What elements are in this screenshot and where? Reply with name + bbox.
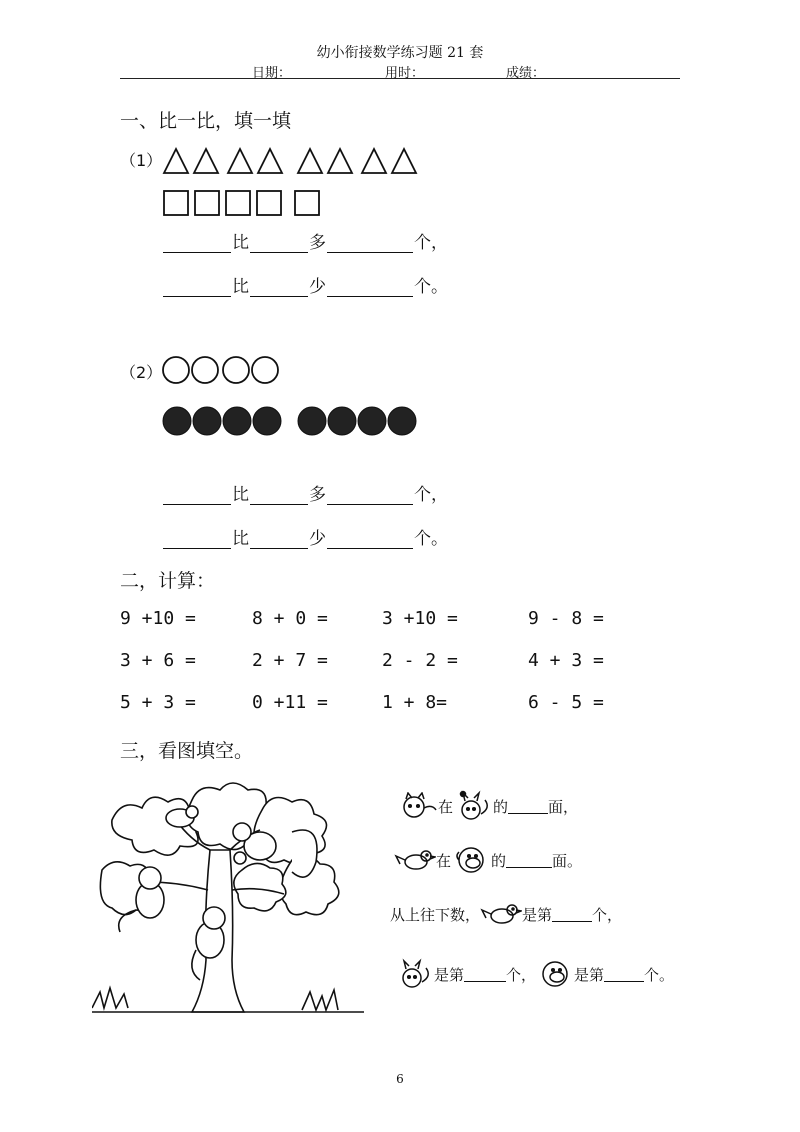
square-row <box>162 188 327 218</box>
section3-title: 三，看图填空。 <box>120 740 254 762</box>
filled-circle <box>388 407 416 435</box>
calc-problem: 9 +10 = <box>120 608 196 629</box>
compare-more-line-1 <box>163 228 449 253</box>
q3-line-2 <box>394 845 582 875</box>
part2-label: （2） <box>120 363 163 382</box>
q3-prompt: 从上往下数， <box>390 905 481 924</box>
answer-blank[interactable] <box>327 234 413 253</box>
squirrel-tail <box>292 830 317 877</box>
calc-problem: 5 + 3 = <box>120 692 196 713</box>
word-zai: 在 <box>436 851 452 870</box>
filled-circle-row <box>160 404 420 438</box>
answer-blank[interactable] <box>163 234 231 253</box>
q3-line-4 <box>394 958 674 990</box>
page-header-title: 幼小衔接数学练习题 21 套 <box>316 45 484 61</box>
squirrel-head <box>233 823 251 841</box>
word-shi-di: 是第 <box>522 905 553 924</box>
answer-blank[interactable] <box>552 907 592 922</box>
leaf-cluster <box>112 797 202 855</box>
calc-problem: 8 + 0 = <box>252 608 328 629</box>
triangle-shape <box>164 149 188 173</box>
section2-title: 二，计算： <box>120 570 216 592</box>
filled-circle <box>163 407 191 435</box>
score-label: 成绩： <box>506 66 546 81</box>
word-bi: 比 <box>232 485 249 505</box>
q3-line-1 <box>394 790 578 822</box>
word-shao: 少 <box>309 277 326 297</box>
word-ge: 个， <box>414 233 448 253</box>
answer-blank[interactable] <box>163 530 231 549</box>
triangle-shape <box>392 149 416 173</box>
answer-blank[interactable] <box>250 486 308 505</box>
word-ge: 个， <box>506 965 537 984</box>
filled-circle <box>328 407 356 435</box>
calc-problem: 9 - 8 = <box>528 608 604 629</box>
answer-blank[interactable] <box>250 530 308 549</box>
squirrel-icon <box>453 790 493 822</box>
word-duo: 多 <box>309 233 326 253</box>
filled-circle <box>193 407 221 435</box>
bird-icon <box>480 900 522 928</box>
word-de: 的 <box>493 797 509 816</box>
section1-title: 一、比一比，填一填 <box>120 110 292 132</box>
answer-blank[interactable] <box>327 530 413 549</box>
square-shape <box>295 191 319 215</box>
word-ge: 个。 <box>644 965 675 984</box>
word-de: 的 <box>491 851 507 870</box>
hollow-circle <box>192 357 218 383</box>
leaf-cluster <box>234 863 286 910</box>
answer-blank[interactable] <box>250 278 308 297</box>
part1-label: （1） <box>120 151 163 170</box>
page-number: 6 <box>396 1072 404 1086</box>
word-ge: 个。 <box>414 277 448 297</box>
compare-more-line-2 <box>163 480 449 505</box>
word-shi-di: 是第 <box>434 965 465 984</box>
tree-illustration <box>92 780 364 1020</box>
word-ge: 个， <box>592 905 623 924</box>
hollow-circle <box>163 357 189 383</box>
hollow-circle <box>252 357 278 383</box>
answer-blank[interactable] <box>327 278 413 297</box>
bird-icon <box>394 846 436 874</box>
word-zai: 在 <box>438 797 454 816</box>
answer-blank[interactable] <box>506 853 552 868</box>
answer-blank[interactable] <box>250 234 308 253</box>
bird-head <box>186 806 198 818</box>
triangle-shape <box>328 149 352 173</box>
triangle-shape <box>298 149 322 173</box>
triangle-row <box>162 146 422 176</box>
answer-blank[interactable] <box>327 486 413 505</box>
square-shape <box>226 191 250 215</box>
word-ge: 个， <box>414 485 448 505</box>
calc-problem: 0 +11 = <box>252 692 328 713</box>
hollow-circle <box>223 357 249 383</box>
monkey-head <box>139 867 161 889</box>
q3-line-3 <box>390 900 622 928</box>
calc-problem: 2 - 2 = <box>382 650 458 671</box>
cat-tail <box>192 950 200 980</box>
square-shape <box>257 191 281 215</box>
word-ge: 个。 <box>414 529 448 549</box>
monkey-icon <box>451 845 491 875</box>
answer-blank[interactable] <box>508 799 548 814</box>
calc-problem: 3 + 6 = <box>120 650 196 671</box>
word-duo: 多 <box>309 485 326 505</box>
compare-less-line-2 <box>163 524 449 549</box>
time-label: 用时： <box>385 66 425 81</box>
word-bi: 比 <box>232 529 249 549</box>
calc-problem: 1 + 8= <box>382 692 448 713</box>
word-shi-di: 是第 <box>574 965 605 984</box>
calc-problem: 2 + 7 = <box>252 650 328 671</box>
filled-circle <box>298 407 326 435</box>
monkey-icon <box>536 959 574 989</box>
cat-icon <box>394 792 438 820</box>
square-shape <box>164 191 188 215</box>
calc-problem: 3 +10 = <box>382 608 458 629</box>
pine-cone <box>234 852 246 864</box>
date-label: 日期： <box>252 66 292 81</box>
hollow-circle-row <box>160 354 285 386</box>
word-bi: 比 <box>232 277 249 297</box>
triangle-shape <box>258 149 282 173</box>
word-mian: 面， <box>548 797 579 816</box>
cat-head <box>203 907 225 929</box>
answer-blank[interactable] <box>464 967 506 982</box>
word-mian: 面。 <box>552 851 583 870</box>
compare-less-line-1 <box>163 272 449 297</box>
triangle-shape <box>228 149 252 173</box>
word-shao: 少 <box>309 529 326 549</box>
answer-blank[interactable] <box>163 278 231 297</box>
header-divider <box>120 78 680 79</box>
triangle-shape <box>362 149 386 173</box>
squirrel-icon <box>394 958 434 990</box>
square-shape <box>195 191 219 215</box>
answer-blank[interactable] <box>604 967 644 982</box>
calc-problem: 6 - 5 = <box>528 692 604 713</box>
calc-problem: 4 + 3 = <box>528 650 604 671</box>
filled-circle <box>253 407 281 435</box>
filled-circle <box>358 407 386 435</box>
word-bi: 比 <box>232 233 249 253</box>
triangle-shape <box>194 149 218 173</box>
answer-blank[interactable] <box>163 486 231 505</box>
filled-circle <box>223 407 251 435</box>
